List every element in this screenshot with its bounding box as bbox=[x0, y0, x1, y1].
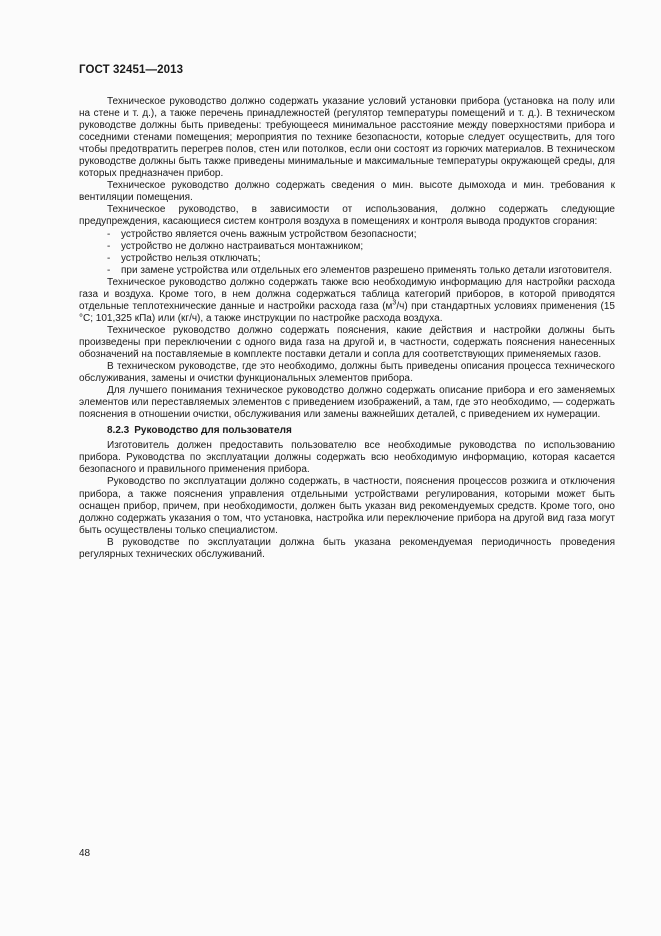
list-item bbox=[79, 253, 615, 265]
section-title: Руководство для пользователя bbox=[134, 425, 292, 437]
list-dash: - bbox=[107, 228, 111, 240]
list-item-text: при замене устройства или отдельных его элементов разрешено применять только детали изготовителя. bbox=[121, 264, 612, 276]
paragraph: Техническое руководство должно содержать сведения о мин. высоте дымохода и мин. требования к вентиляции помещения. bbox=[79, 180, 615, 204]
paragraph: Для лучшего понимания техническое руководство должно содержать описание прибора и его заменяемых элементов или переставляемых элементов с приведением изображений, а там, где это необходимо, — содержать пояснения в отношении очистки, обслуживания или замены важнейших деталей, с приведением их нумерации. bbox=[79, 385, 615, 421]
paragraph: Техническое руководство, в зависимости от использования, должно содержать следующие предупреждения, касающиеся систем контроля воздуха в помещениях и контроля вывода продуктов сгорания: bbox=[79, 204, 615, 228]
list-item bbox=[79, 229, 615, 241]
paragraph: Руководство по эксплуатации должно содержать, в частности, пояснения процессов розжига и отключения прибора, а также пояснения управления отдельными устройствами регулирования, которыми может быть оснащен прибор, причем, при необходимости, должен быть указан вид рекомендуемых средств. Кроме того, оно должно содержать указания о том, что установка, настройка или переключение прибора на другой вид газа могут быть осуществлены только специалистом. bbox=[79, 476, 615, 536]
list-item-text: устройство является очень важным устройством безопасности; bbox=[121, 228, 417, 240]
paragraph bbox=[79, 277, 615, 325]
section-heading bbox=[79, 425, 615, 437]
list-dash: - bbox=[107, 252, 111, 264]
superscript: 3 bbox=[392, 299, 397, 307]
list-item bbox=[79, 265, 615, 277]
list-item bbox=[79, 241, 615, 253]
list-dash: - bbox=[107, 240, 111, 252]
paragraph-text: /ч) при стандартных условиях применения (15 °С; 101,325 кПа) или (кг/ч), а также инструкции по настройке расхода воздуха. bbox=[79, 300, 615, 324]
paragraph: Изготовитель должен предоставить пользователю все необходимые руководства по использованию прибора. Руководства по эксплуатации должны содержать всю необходимую информацию, которая касается безопасного и правильного применения прибора. bbox=[79, 440, 615, 476]
paragraph: В руководстве по эксплуатации должна быть указана рекомендуемая периодичность проведения регулярных технических обслуживаний. bbox=[79, 536, 615, 560]
list-item-text: устройство нельзя отключать; bbox=[121, 252, 261, 264]
section-number: 8.2.3 bbox=[107, 425, 130, 437]
paragraph: В техническом руководстве, где это необходимо, должны быть приведены описания процесса технического обслуживания, замены и очистки функциональных элементов прибора. bbox=[79, 361, 615, 385]
paragraph-text: Техническое руководство должно содержать также всю необходимую информацию для настройки расхода газа и воздуха. Кроме того, в нем должна содержаться таблица категорий приборов, в которой приводятся отдельные теплотехнические данные и настройки расхода газа (м bbox=[79, 276, 615, 312]
document-body bbox=[79, 96, 615, 561]
document-header: ГОСТ 32451—2013 bbox=[79, 64, 184, 76]
paragraph: Техническое руководство должно содержать пояснения, какие действия и настройки должны быть произведены при переключении с одного вида газа на другой и, в частности, содержать пояснения нанесенных обозначений на поставляемые в комплекте поставки детали и сопла для соответствующих применяемых газов. bbox=[79, 324, 615, 360]
paragraph: Техническое руководство должно содержать указание условий установки прибора (установка на полу или на стене и т. д.), а также перечень принадлежностей (регулятор температуры помещений и т. д.). В техническом руководстве должны быть приведены: требующееся минимальное расстояние между поверхностями прибора и соседними стенами помещения; мероприятия по технике безопасности, которые следует осуществить, для того чтобы предотвратить перегрев полов, стен или потолков, если они состоят из горючих материалов. В техническом руководстве должны быть также приведены минимальные и максимальные температуры окружающей среды, для которых предназначен прибор. bbox=[79, 96, 615, 180]
list-item-text: устройство не должно настраиваться монтажником; bbox=[121, 240, 364, 252]
page-number: 48 bbox=[79, 848, 91, 859]
list-dash: - bbox=[107, 264, 111, 276]
